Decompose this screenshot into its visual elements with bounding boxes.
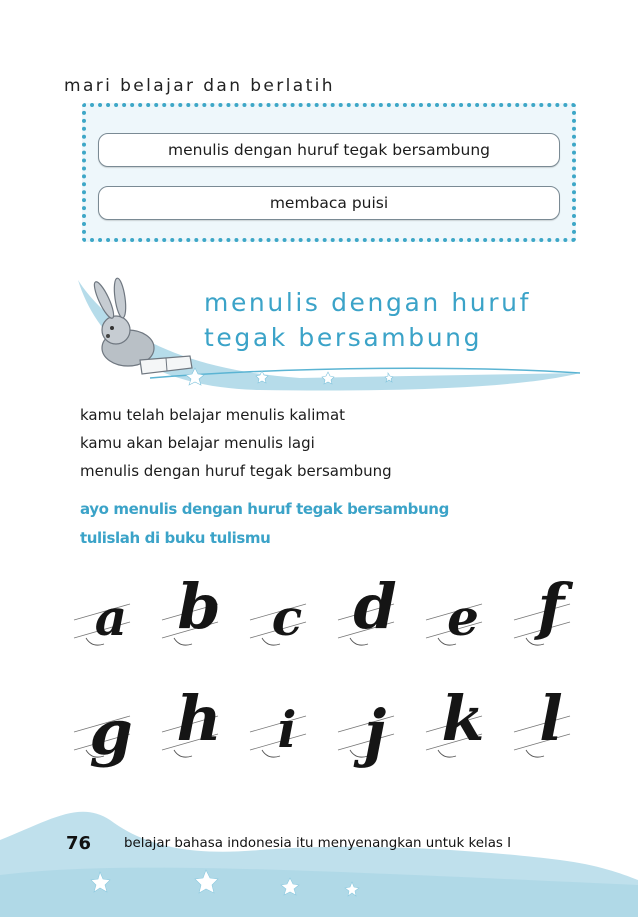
topic-poetry: membaca puisi [98, 186, 560, 220]
cursive-letter-i: i [277, 700, 297, 759]
cursive-letter-h: h [176, 682, 222, 755]
section-title-line2: tegak bersambung [204, 323, 483, 352]
cursive-letter-a: a [94, 588, 128, 647]
instruction-line: tulislah di buku tulismu [80, 529, 271, 547]
letter-cell [332, 678, 418, 796]
letter-cell [244, 678, 330, 796]
topics-box [82, 103, 576, 242]
instruction [80, 495, 600, 553]
cursive-letter-c: c [271, 588, 303, 647]
cursive-letter-e: e [447, 588, 479, 647]
cursive-letter-b: b [177, 570, 221, 643]
letter-cell [68, 566, 154, 684]
cursive-letter-d: d [353, 570, 397, 643]
body-line: kamu akan belajar menulis lagi [80, 434, 315, 452]
intro-title: mari belajar dan berlatih [64, 76, 335, 96]
letter-cell [508, 678, 594, 796]
rabbit-reading-illustration [91, 277, 192, 374]
letter-cell [156, 678, 242, 796]
letter-cell [68, 678, 154, 796]
letter-cell [420, 566, 506, 684]
body-line: menulis dengan huruf tegak bersambung [80, 462, 392, 480]
page-number: 76 [66, 833, 92, 854]
letter-cell [332, 566, 418, 684]
body-line: kamu telah belajar menulis kalimat [80, 406, 346, 424]
section-title [204, 285, 624, 355]
cursive-letter-k: k [441, 682, 485, 755]
cursive-letter-f: f [537, 570, 565, 643]
letter-cell [244, 566, 330, 684]
book-title: belajar bahasa indonesia itu menyenangkan untuk kelas I [124, 836, 512, 851]
letter-cell [508, 566, 594, 684]
body-text [80, 401, 600, 485]
instruction-line: ayo menulis dengan huruf tegak bersambung [80, 500, 449, 518]
letter-cell [420, 678, 506, 796]
letter-cell [156, 566, 242, 684]
cursive-letter-l: l [539, 682, 563, 755]
topic-writing: menulis dengan huruf tegak bersambung [98, 133, 560, 167]
section-title-line1: menulis dengan huruf [204, 288, 531, 317]
letter-practice-grid [68, 566, 588, 806]
cursive-letter-j: j [363, 696, 387, 769]
cursive-letter-g: g [89, 696, 133, 769]
